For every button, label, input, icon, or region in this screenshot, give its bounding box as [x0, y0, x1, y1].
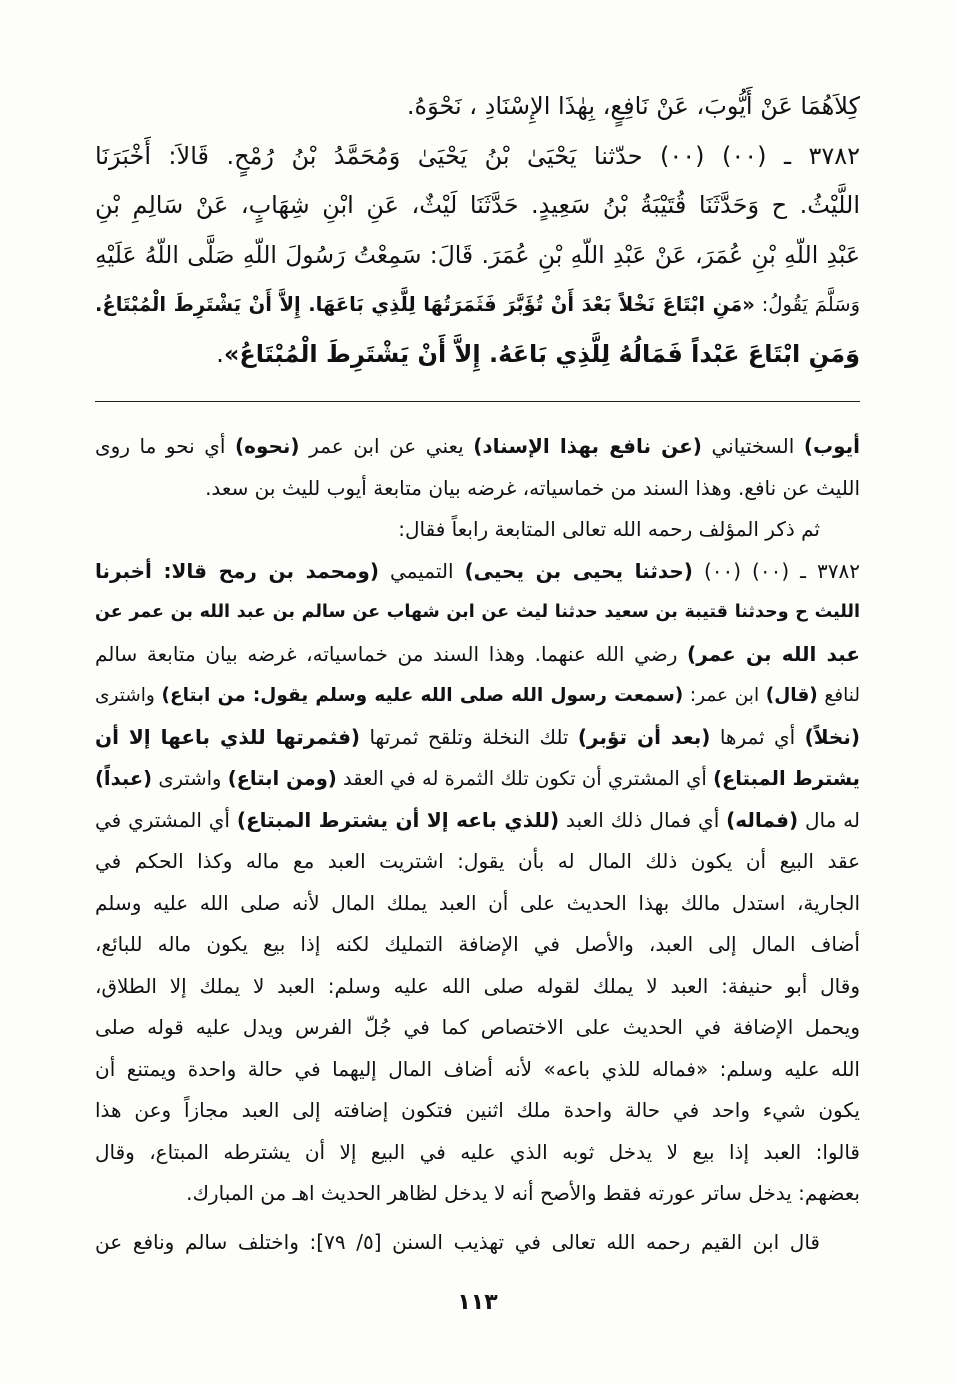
commentary-line	[95, 1007, 860, 1049]
hadith-line	[95, 181, 860, 231]
page-number: ١١٣	[457, 1290, 498, 1315]
bold-text-run: «مَنِ ابْتَاعَ نَخْلاً بَعْدَ أَنْ تُؤَبَّرَ فَثَمَرَتُهَا لِلَّذِي بَاعَهَا. إِلاَّ أَنْ يَشْتَرِطَ الْمُبْتَاعُ.	[95, 293, 755, 316]
commentary-line	[95, 675, 860, 717]
text-run: التميمي	[378, 558, 465, 583]
bold-text-run: عبد الله بن عمر)	[687, 641, 860, 666]
text-run: الله عليه وسلم: «فماله للذي باعه» لأنه أضاف المال إليهما في حالة واحدة ويمتنع أن	[95, 1056, 860, 1081]
commentary-line	[95, 1222, 860, 1264]
commentary-line	[95, 468, 860, 510]
text-run: يعني عن ابن عمر	[299, 434, 474, 458]
text-run: أي نحو ما روى	[95, 434, 235, 458]
text-run: أضاف المال إلى العبد، والأصل في الإضافة التمليك لكنه إذا بيع يكون ماله للبائع،	[95, 932, 860, 956]
bold-text-run: (حدثنا يحيى بن يحيى)	[464, 558, 693, 583]
hadith-line	[95, 82, 860, 132]
hadith-line	[95, 280, 860, 330]
text-run: تلك النخلة وتلقح ثمرتها	[360, 724, 578, 749]
text-run: ثم ذكر المؤلف رحمه الله تعالى المتابعة رابعاً فقال:	[398, 517, 820, 541]
text-run: عقد البيع أن يكون ذلك المال له بأن يقول: اشتريت العبد مع ماله وكذا الحكم في	[95, 849, 860, 873]
bold-text-run: أيوب)	[803, 434, 860, 458]
commentary-line	[95, 883, 860, 925]
hadith-line	[95, 330, 860, 380]
text-run: أي فمال ذلك العبد	[559, 807, 727, 832]
bold-text-run: (فماله)	[726, 807, 799, 832]
text-run: الليث عن نافع. وهذا السند من خماسياته، غرضه بيان متابعة أيوب لليث بن سعد.	[205, 475, 860, 500]
commentary-line	[95, 592, 860, 634]
bold-text-run: (قال)	[765, 685, 818, 706]
commentary-line	[95, 924, 860, 966]
bold-text-run: (ومحمد بن رمح قالا: أخبرنا	[95, 558, 379, 583]
commentary-line	[95, 841, 860, 883]
text-run: لنافع	[817, 685, 860, 706]
text-run: .	[216, 339, 224, 368]
hadith-line	[95, 132, 860, 182]
commentary-final-paragraph	[95, 1222, 860, 1264]
text-run: كِلاَهُمَا عَنْ أَيُّوبَ، عَنْ نَافِعٍ، بِهٰذَا الإِسْنَادِ ، نَحْوَهُ.	[406, 92, 860, 120]
commentary-line	[95, 1090, 860, 1132]
bold-text-run: يشترط المبتاع)	[713, 767, 860, 790]
bold-text-run: (بعد أن تؤبر)	[577, 724, 711, 749]
commentary-line	[95, 634, 860, 676]
text-run: ٣٧٨٢ ـ (٠٠) (٠٠) حدّثنا يَحْيَىٰ بْنُ يَحْيَىٰ وَمُحَمَّدُ بْنُ رُمْحٍ. قَالاَ: أَخْبَرَنَا	[95, 141, 860, 170]
bold-text-run: (للذي باعه إلا أن يشترط المبتاع)	[236, 807, 560, 832]
text-run: اللَّيْثُ. ح وَحَدَّثَنَا قُتَيْبَةُ بْنُ سَعِيدٍ. حَدَّثَنَا لَيْثٌ، عَنِ ابْنِ شِهَابٍ، عَنْ سَالِمِ بْنِ	[95, 191, 860, 219]
text-run: ويحمل الإضافة في الحديث على الاختصاص كما في جُلّ الفرس ويدل عليه قوله صلى	[95, 1015, 860, 1039]
text-run: أي المشتري في	[95, 807, 237, 832]
commentary-line	[95, 800, 860, 842]
commentary-line	[95, 966, 860, 1008]
text-run: ابن عمر:	[683, 685, 766, 706]
bold-text-run: (نخلاً)	[804, 724, 860, 749]
text-run: أي ثمرها	[710, 724, 805, 749]
text-run: ٣٧٨٢ ـ (٠٠) (٠٠)	[692, 558, 860, 583]
text-run: السختياني	[701, 434, 804, 458]
text-run: بعضهم: يدخل ساتر عورته فقط والأصح أنه لا يدخل لظاهر الحديث اهـ من المبارك.	[186, 1181, 860, 1205]
text-run: واشترى	[152, 767, 228, 790]
bold-text-run: الليث ح وحدثنا قتيبة بن سعيد حدثنا ليث عن ابن شهاب عن سالم بن عبد الله بن عمر عن	[95, 602, 860, 622]
bold-text-run: (عبداً)	[95, 767, 153, 790]
text-run: قالوا: العبد إذا بيع لا يدخل ثوبه الذي عليه في البيع إلا أن يشترطه المبتاع، وقال	[95, 1139, 860, 1164]
commentary-line	[95, 717, 860, 759]
text-run: الجارية، استدل مالك بهذا الحديث على أن العبد يملك المال لأنه صلى الله عليه وسلم	[95, 890, 860, 915]
bold-text-run: (فثمرتها للذي باعها إلا أن	[95, 724, 361, 749]
text-run: وقال أبو حنيفة: العبد لا يملك لقوله صلى الله عليه وسلم: العبد لا يملك إلا الطلاق،	[95, 973, 860, 998]
hadith-line	[95, 231, 860, 281]
commentary-line	[95, 758, 860, 800]
text-run: أي المشتري أن تكون تلك الثمرة له في العقد	[336, 767, 714, 790]
text-run: رضي الله عنهما. وهذا السند من خماسياته، غرضه بيان متابعة سالم	[95, 641, 688, 666]
commentary-line	[95, 1132, 860, 1174]
text-run: له مال	[798, 807, 860, 832]
bold-text-run: وَمَنِ ابْتَاعَ عَبْداً فَمَالُهُ لِلَّذِي بَاعَهُ. إِلاَّ أَنْ يَشْتَرِطَ الْمُبْتَاعُ»	[223, 339, 860, 368]
commentary-line	[95, 1173, 860, 1215]
text-run: يكون شيء واحد في حالة واحدة ملك اثنين فتكون إضافته إلى العبد مجازاً وعن هذا	[95, 1098, 860, 1122]
bold-text-run: (نحوه)	[235, 434, 300, 458]
text-run: واشترى	[95, 685, 162, 706]
text-run: وَسَلَّمَ يَقُولُ:	[754, 293, 860, 316]
commentary-text	[95, 426, 860, 1215]
commentary-line	[95, 1049, 860, 1091]
commentary-line	[95, 426, 860, 468]
commentary-line	[95, 551, 860, 593]
bold-text-run: (سمعت رسول الله صلى الله عليه وسلم يقول: من ابتاع)	[161, 685, 684, 706]
hadith-text	[95, 82, 860, 379]
text-run: عَبْدِ اللّهِ بْنِ عُمَرَ، عَنْ عَبْدِ اللّهِ بْنِ عُمَرَ. قَالَ: سَمِعْتُ رَسُولَ اللّهِ صَلَّى اللّهُ عَلَيْهِ	[95, 240, 860, 269]
footnote-divider	[95, 401, 860, 402]
bold-text-run: (ومن ابتاع)	[227, 767, 337, 790]
bold-text-run: (عن نافع بهذا الإسناد)	[473, 434, 702, 458]
commentary-line	[95, 509, 860, 551]
text-run: قال ابن القيم رحمه الله تعالى في تهذيب السنن [٥/ ٧٩]: واختلف سالم ونافع عن	[95, 1230, 820, 1254]
